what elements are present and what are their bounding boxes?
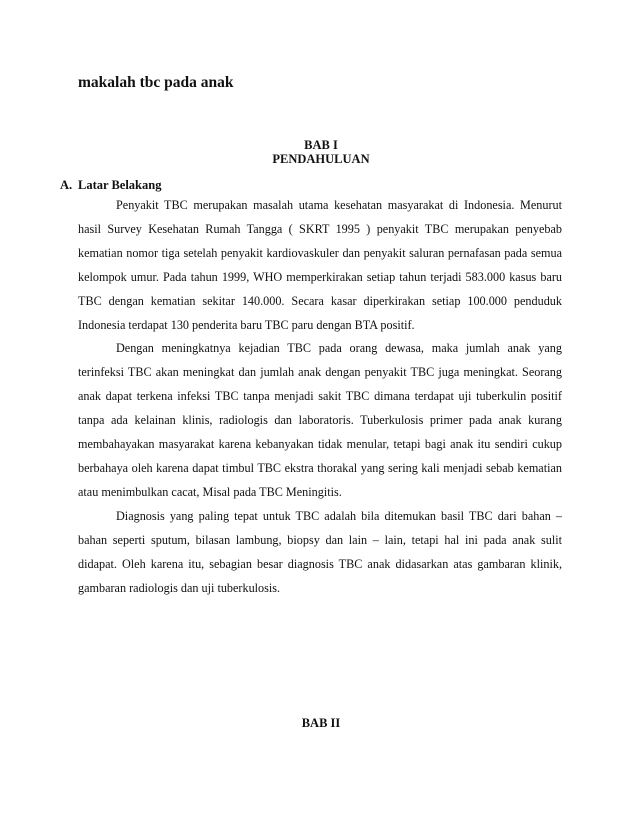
section-heading-latar-belakang: [60, 178, 161, 193]
chapter-2-number-text: BAB II: [301, 716, 341, 730]
paragraph-2: Dengan meningkatnya kejadian TBC pada orang dewasa, maka jumlah anak yang terinfeksi TBC akan meningkat dan jumlah anak dengan penyakit TBC juga meningkat. Seorang anak dapat terkena infeksi TBC tanpa menjadi sakit TBC dimana terdapat uji tuberkulin positif tanpa ada kelainan klinis, radiologis dan laboratoris. Tuberkulosis primer pada anak kurang membahayakan masyarakat karena kebanyakan tidak menular, tetapi bagi anak itu sendiri cukup berbahaya oleh karena dapat timbul TBC ekstra thorakal yang sering kali menjadi sebab kematian atau menimbulkan cacat, Misal pada TBC Meningitis.: [78, 341, 562, 499]
document-title: makalah tbc pada anak: [78, 74, 234, 91]
paragraph-1: Penyakit TBC merupakan masalah utama kesehatan masyarakat di Indonesia. Menurut hasil Survey Kesehatan Rumah Tangga ( SKRT 1995 ) penyakit TBC merupakan penyebab kematian nomor tiga setelah penyakit kardiovaskuler dan penyakit saluran pernafasan pada semua kelompok umur. Pada tahun 1999, WHO memperkirakan setiap tahun terjadi 583.000 kasus baru TBC dengan kematian sekitar 140.000. Secara kasar diperkirakan setiap 100.000 penduduk Indonesia terdapat 130 penderita baru TBC paru dengan BTA positif.: [78, 198, 562, 332]
section-letter: A.: [60, 178, 73, 192]
section-heading-text: Latar Belakang: [78, 178, 162, 192]
body-text: [78, 194, 562, 600]
paragraph-3: Diagnosis yang paling tepat untuk TBC adalah bila ditemukan basil TBC dari bahan – bahan seperti sputum, bilasan lambung, biopsy dan lain – lain, tetapi hal ini pada anak sulit didapat. Oleh karena itu, sebagian besar diagnosis TBC anak didasarkan atas gambaran klinik, gambaran radiologis dan uji tuberkulosis.: [78, 508, 562, 595]
chapter-1-number-text: BAB I: [304, 138, 338, 152]
chapter-1-title-text: PENDAHULUAN: [272, 152, 370, 166]
